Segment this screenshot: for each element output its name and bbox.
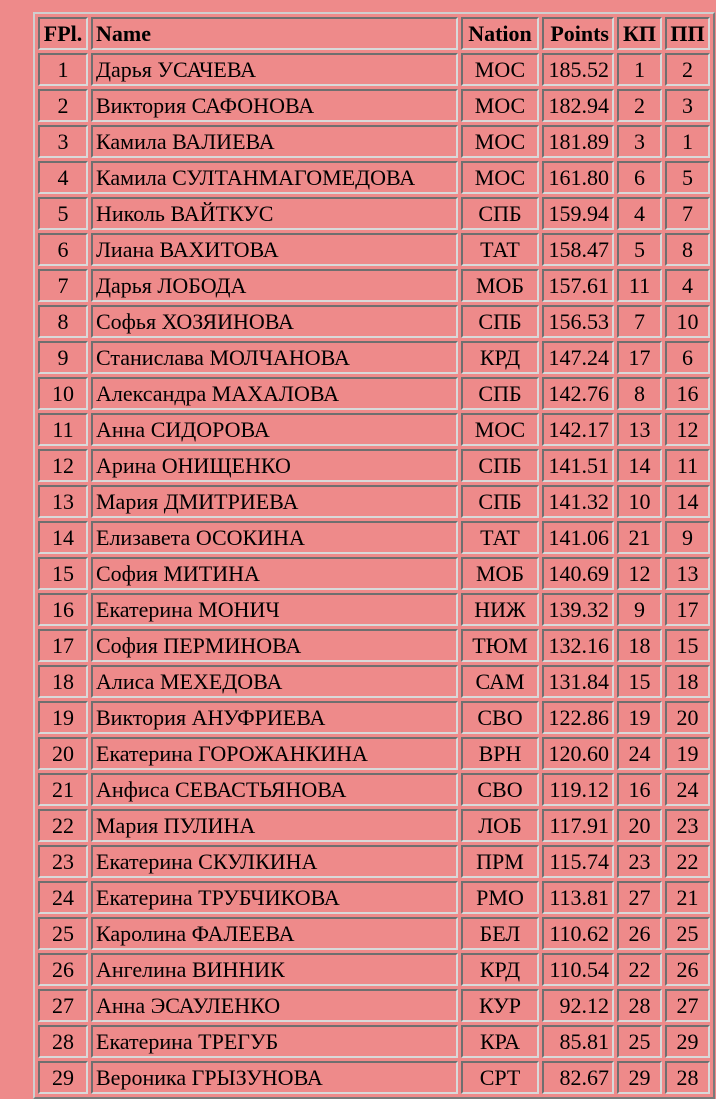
cell-name: Камила СУЛТАНМАГОМЕДОВА bbox=[91, 161, 458, 194]
cell-place: 7 bbox=[38, 269, 88, 302]
cell-name: Лиана ВАХИТОВА bbox=[91, 233, 458, 266]
cell-nation: СПБ bbox=[461, 305, 539, 338]
header-place: FPl. bbox=[38, 17, 88, 50]
cell-name: Арина ОНИЩЕНКО bbox=[91, 449, 458, 482]
cell-pp: 23 bbox=[665, 809, 710, 842]
cell-kp: 14 bbox=[617, 449, 662, 482]
cell-place: 5 bbox=[38, 197, 88, 230]
cell-kp: 29 bbox=[617, 1061, 662, 1094]
cell-nation: КРД bbox=[461, 953, 539, 986]
cell-name: София ПЕРМИНОВА bbox=[91, 629, 458, 662]
cell-name: Виктория САФОНОВА bbox=[91, 89, 458, 122]
cell-kp: 17 bbox=[617, 341, 662, 374]
cell-place: 21 bbox=[38, 773, 88, 806]
cell-place: 25 bbox=[38, 917, 88, 950]
cell-nation: МОС bbox=[461, 125, 539, 158]
table-row bbox=[38, 953, 710, 986]
cell-points: 110.54 bbox=[542, 953, 614, 986]
cell-points: 161.80 bbox=[542, 161, 614, 194]
cell-place: 22 bbox=[38, 809, 88, 842]
cell-pp: 24 bbox=[665, 773, 710, 806]
cell-pp: 25 bbox=[665, 917, 710, 950]
cell-points: 113.81 bbox=[542, 881, 614, 914]
cell-nation: ТАТ bbox=[461, 233, 539, 266]
cell-nation: МОБ bbox=[461, 557, 539, 590]
cell-points: 141.32 bbox=[542, 485, 614, 518]
cell-pp: 1 bbox=[665, 125, 710, 158]
table-row bbox=[38, 989, 710, 1022]
table-row bbox=[38, 161, 710, 194]
cell-kp: 20 bbox=[617, 809, 662, 842]
cell-pp: 18 bbox=[665, 665, 710, 698]
cell-name: Александра МАХАЛОВА bbox=[91, 377, 458, 410]
header-pp: ПП bbox=[665, 17, 710, 50]
cell-kp: 11 bbox=[617, 269, 662, 302]
cell-kp: 27 bbox=[617, 881, 662, 914]
cell-nation: СВО bbox=[461, 773, 539, 806]
cell-place: 11 bbox=[38, 413, 88, 446]
cell-kp: 21 bbox=[617, 521, 662, 554]
cell-points: 185.52 bbox=[542, 53, 614, 86]
cell-place: 4 bbox=[38, 161, 88, 194]
cell-points: 140.69 bbox=[542, 557, 614, 590]
cell-place: 26 bbox=[38, 953, 88, 986]
cell-kp: 24 bbox=[617, 737, 662, 770]
cell-name: Дарья ЛОБОДА bbox=[91, 269, 458, 302]
cell-nation: СПБ bbox=[461, 449, 539, 482]
cell-name: Екатерина ТРЕГУБ bbox=[91, 1025, 458, 1058]
cell-nation: ВРН bbox=[461, 737, 539, 770]
cell-nation: СРТ bbox=[461, 1061, 539, 1094]
table-row bbox=[38, 269, 710, 302]
cell-name: Анфиса СЕВАСТЬЯНОВА bbox=[91, 773, 458, 806]
cell-name: Виктория АНУФРИЕВА bbox=[91, 701, 458, 734]
header-kp: КП bbox=[617, 17, 662, 50]
table-row bbox=[38, 701, 710, 734]
cell-nation: МОБ bbox=[461, 269, 539, 302]
cell-pp: 15 bbox=[665, 629, 710, 662]
cell-kp: 18 bbox=[617, 629, 662, 662]
cell-place: 19 bbox=[38, 701, 88, 734]
cell-pp: 8 bbox=[665, 233, 710, 266]
cell-nation: МОС bbox=[461, 89, 539, 122]
cell-kp: 19 bbox=[617, 701, 662, 734]
cell-pp: 5 bbox=[665, 161, 710, 194]
table-row bbox=[38, 845, 710, 878]
cell-name: Екатерина МОНИЧ bbox=[91, 593, 458, 626]
cell-pp: 10 bbox=[665, 305, 710, 338]
cell-pp: 26 bbox=[665, 953, 710, 986]
cell-place: 10 bbox=[38, 377, 88, 410]
cell-nation: СПБ bbox=[461, 377, 539, 410]
cell-points: 141.06 bbox=[542, 521, 614, 554]
table-row bbox=[38, 917, 710, 950]
cell-kp: 10 bbox=[617, 485, 662, 518]
cell-points: 182.94 bbox=[542, 89, 614, 122]
table-row bbox=[38, 809, 710, 842]
cell-place: 16 bbox=[38, 593, 88, 626]
cell-name: Елизавета ОСОКИНА bbox=[91, 521, 458, 554]
cell-nation: КРА bbox=[461, 1025, 539, 1058]
table-row bbox=[38, 1061, 710, 1094]
cell-place: 13 bbox=[38, 485, 88, 518]
cell-kp: 25 bbox=[617, 1025, 662, 1058]
cell-points: 82.67 bbox=[542, 1061, 614, 1094]
cell-points: 85.81 bbox=[542, 1025, 614, 1058]
cell-pp: 16 bbox=[665, 377, 710, 410]
cell-kp: 2 bbox=[617, 89, 662, 122]
cell-pp: 28 bbox=[665, 1061, 710, 1094]
table-row bbox=[38, 485, 710, 518]
cell-place: 6 bbox=[38, 233, 88, 266]
table-row bbox=[38, 629, 710, 662]
table-row bbox=[38, 593, 710, 626]
cell-nation: САМ bbox=[461, 665, 539, 698]
cell-place: 23 bbox=[38, 845, 88, 878]
cell-points: 139.32 bbox=[542, 593, 614, 626]
results-table bbox=[33, 12, 715, 1099]
cell-points: 156.53 bbox=[542, 305, 614, 338]
cell-points: 142.76 bbox=[542, 377, 614, 410]
cell-name: Анна ЭСАУЛЕНКО bbox=[91, 989, 458, 1022]
cell-nation: МОС bbox=[461, 53, 539, 86]
cell-kp: 9 bbox=[617, 593, 662, 626]
cell-kp: 3 bbox=[617, 125, 662, 158]
cell-points: 131.84 bbox=[542, 665, 614, 698]
cell-name: Мария ДМИТРИЕВА bbox=[91, 485, 458, 518]
table-row bbox=[38, 197, 710, 230]
table-row bbox=[38, 665, 710, 698]
cell-points: 158.47 bbox=[542, 233, 614, 266]
table-row bbox=[38, 305, 710, 338]
cell-pp: 19 bbox=[665, 737, 710, 770]
cell-place: 3 bbox=[38, 125, 88, 158]
cell-points: 142.17 bbox=[542, 413, 614, 446]
table-row bbox=[38, 557, 710, 590]
header-row bbox=[38, 17, 710, 50]
cell-pp: 17 bbox=[665, 593, 710, 626]
cell-points: 117.91 bbox=[542, 809, 614, 842]
cell-pp: 20 bbox=[665, 701, 710, 734]
cell-kp: 7 bbox=[617, 305, 662, 338]
header-points: Points bbox=[542, 17, 614, 50]
cell-points: 159.94 bbox=[542, 197, 614, 230]
cell-place: 2 bbox=[38, 89, 88, 122]
cell-name: Софья ХОЗЯИНОВА bbox=[91, 305, 458, 338]
table-row bbox=[38, 233, 710, 266]
cell-name: Николь ВАЙТКУС bbox=[91, 197, 458, 230]
cell-points: 132.16 bbox=[542, 629, 614, 662]
table-body bbox=[38, 53, 710, 1094]
cell-place: 12 bbox=[38, 449, 88, 482]
cell-pp: 12 bbox=[665, 413, 710, 446]
cell-name: Алиса МЕХЕДОВА bbox=[91, 665, 458, 698]
cell-name: Екатерина ТРУБЧИКОВА bbox=[91, 881, 458, 914]
cell-pp: 11 bbox=[665, 449, 710, 482]
cell-place: 24 bbox=[38, 881, 88, 914]
cell-pp: 13 bbox=[665, 557, 710, 590]
cell-points: 119.12 bbox=[542, 773, 614, 806]
table-row bbox=[38, 377, 710, 410]
table-row bbox=[38, 737, 710, 770]
cell-name: Вероника ГРЫЗУНОВА bbox=[91, 1061, 458, 1094]
cell-pp: 22 bbox=[665, 845, 710, 878]
cell-nation: СПБ bbox=[461, 485, 539, 518]
cell-kp: 8 bbox=[617, 377, 662, 410]
cell-place: 15 bbox=[38, 557, 88, 590]
cell-points: 122.86 bbox=[542, 701, 614, 734]
cell-name: София МИТИНА bbox=[91, 557, 458, 590]
cell-name: Мария ПУЛИНА bbox=[91, 809, 458, 842]
cell-name: Екатерина ГОРОЖАНКИНА bbox=[91, 737, 458, 770]
cell-name: Дарья УСАЧЕВА bbox=[91, 53, 458, 86]
table-row bbox=[38, 53, 710, 86]
cell-kp: 13 bbox=[617, 413, 662, 446]
table-row bbox=[38, 341, 710, 374]
cell-pp: 9 bbox=[665, 521, 710, 554]
cell-kp: 4 bbox=[617, 197, 662, 230]
cell-place: 14 bbox=[38, 521, 88, 554]
cell-nation: МОС bbox=[461, 161, 539, 194]
cell-points: 157.61 bbox=[542, 269, 614, 302]
table-row bbox=[38, 89, 710, 122]
table-row bbox=[38, 413, 710, 446]
table-row bbox=[38, 125, 710, 158]
table-row bbox=[38, 521, 710, 554]
table-row bbox=[38, 449, 710, 482]
table-row bbox=[38, 1025, 710, 1058]
cell-nation: ПРМ bbox=[461, 845, 539, 878]
cell-kp: 12 bbox=[617, 557, 662, 590]
cell-name: Камила ВАЛИЕВА bbox=[91, 125, 458, 158]
cell-nation: КУР bbox=[461, 989, 539, 1022]
cell-place: 29 bbox=[38, 1061, 88, 1094]
cell-name: Анна СИДОРОВА bbox=[91, 413, 458, 446]
cell-place: 28 bbox=[38, 1025, 88, 1058]
cell-place: 18 bbox=[38, 665, 88, 698]
header-nation: Nation bbox=[461, 17, 539, 50]
cell-kp: 23 bbox=[617, 845, 662, 878]
cell-pp: 3 bbox=[665, 89, 710, 122]
cell-kp: 22 bbox=[617, 953, 662, 986]
cell-nation: МОС bbox=[461, 413, 539, 446]
cell-nation: БЕЛ bbox=[461, 917, 539, 950]
cell-place: 27 bbox=[38, 989, 88, 1022]
cell-place: 17 bbox=[38, 629, 88, 662]
cell-kp: 5 bbox=[617, 233, 662, 266]
cell-nation: ТЮМ bbox=[461, 629, 539, 662]
cell-points: 115.74 bbox=[542, 845, 614, 878]
cell-place: 8 bbox=[38, 305, 88, 338]
cell-points: 110.62 bbox=[542, 917, 614, 950]
cell-nation: СПБ bbox=[461, 197, 539, 230]
cell-name: Ангелина ВИННИК bbox=[91, 953, 458, 986]
cell-nation: СВО bbox=[461, 701, 539, 734]
cell-name: Екатерина СКУЛКИНА bbox=[91, 845, 458, 878]
cell-pp: 4 bbox=[665, 269, 710, 302]
cell-pp: 7 bbox=[665, 197, 710, 230]
cell-points: 120.60 bbox=[542, 737, 614, 770]
cell-pp: 6 bbox=[665, 341, 710, 374]
cell-kp: 6 bbox=[617, 161, 662, 194]
cell-points: 92.12 bbox=[542, 989, 614, 1022]
cell-nation: РМО bbox=[461, 881, 539, 914]
cell-kp: 15 bbox=[617, 665, 662, 698]
cell-kp: 1 bbox=[617, 53, 662, 86]
cell-nation: КРД bbox=[461, 341, 539, 374]
header-name: Name bbox=[91, 17, 458, 50]
table-row bbox=[38, 773, 710, 806]
cell-pp: 2 bbox=[665, 53, 710, 86]
cell-place: 9 bbox=[38, 341, 88, 374]
cell-name: Станислава МОЛЧАНОВА bbox=[91, 341, 458, 374]
cell-points: 181.89 bbox=[542, 125, 614, 158]
cell-nation: ТАТ bbox=[461, 521, 539, 554]
cell-place: 1 bbox=[38, 53, 88, 86]
cell-kp: 16 bbox=[617, 773, 662, 806]
cell-pp: 21 bbox=[665, 881, 710, 914]
cell-nation: НИЖ bbox=[461, 593, 539, 626]
table-row bbox=[38, 881, 710, 914]
cell-place: 20 bbox=[38, 737, 88, 770]
cell-points: 147.24 bbox=[542, 341, 614, 374]
cell-name: Каролина ФАЛЕЕВА bbox=[91, 917, 458, 950]
cell-pp: 29 bbox=[665, 1025, 710, 1058]
cell-pp: 14 bbox=[665, 485, 710, 518]
cell-kp: 26 bbox=[617, 917, 662, 950]
cell-pp: 27 bbox=[665, 989, 710, 1022]
cell-nation: ЛОБ bbox=[461, 809, 539, 842]
cell-points: 141.51 bbox=[542, 449, 614, 482]
cell-kp: 28 bbox=[617, 989, 662, 1022]
